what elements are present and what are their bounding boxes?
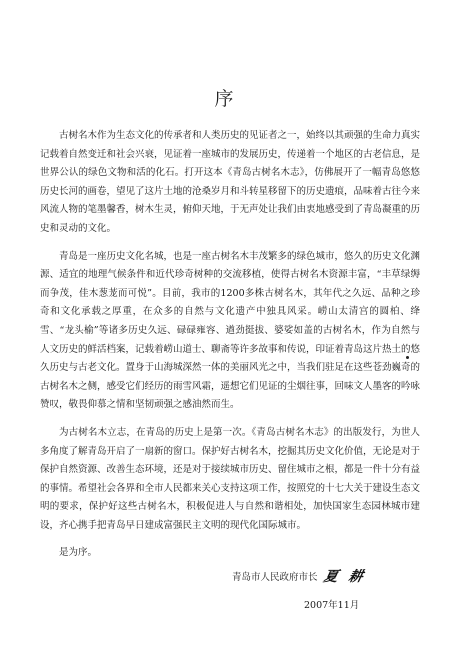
preface-paragraph-1: 古树名木作为生态文化的传承者和人类历史的见证者之一，始终以其顽强的生命力真实记载着自然变迁和社会兴衰，见证着一座城市的发展历史，传递着一个地区的古老信息，是世界公认的绿色文物和活的化石。打开这本《青岛古树名木志》，仿佛展开了一幅青岛悠悠历史长河的画卷，望见了这片土地的沧桑岁月和斗转星移留下的历史遗痕，品味着古往今来风流人物的笔墨馨香，树木生灵，俯仰天地，于无声处让我们由衷地感受到了青岛凝重的历史和灵动的文化。 (40, 130, 421, 234)
ink-dot-mark (406, 356, 409, 359)
preface-paragraph-3: 为古树名木立志，在青岛的历史上是第一次。《青岛古树名木志》的出版发行，为世人多角度了解青岛开启了一扇新的窗口。保护好古树名木，挖掘其历史文化价值，无论是对于保护自然资源、改善生态环境，还是对于接续城市历史、留住城市之根，都是一件十分有益的事情。希望社会各界和全市人民都来关心支持这项工作，按照党的十七大关于建设生态文明的要求，保护好这些古树名木，积极促进人与自然和谐相处，加快国家生态园林城市建设，齐心携手把青岛早日建成富强民主文明的现代化国际城市。 (40, 426, 421, 531)
signature-line (232, 566, 365, 586)
signatory-title: 青岛市人民政府市长 (232, 572, 318, 583)
preface-body (40, 127, 420, 572)
preface-date: 2007年11月 (304, 600, 360, 611)
preface-closing: 是为序。 (59, 547, 98, 559)
handwritten-signature: 夏 耕 (321, 569, 367, 585)
page-title: 序 (214, 88, 236, 110)
preface-paragraph-2: 青岛是一座历史文化名城，也是一座古树名木丰茂繁多的绿色城市，悠久的历史文化渊源、适宜的地理气候条件和近代珍奇树种的交流移植，使得古树名木资源丰富，“丰草绿缛而争茂，佳木葱茏而可悦”。目前，我市的1200多株古树名木，其年代之久远、品种之珍奇和文化承载之厚重，在众多的自然与文化遗产中独具风采。崂山太清宫的圆柏、绛雪、“龙头榆”等诸多历史久远、碌碌雍容、遒劲挺拔、婆娑如盖的古树名木，作为自然与人文历史的鲜活档案，记载着崂山道士、聊斋等许多故事和传说，印证着青岛这片热土的悠久历史与古老文化。置身于山海城深然一体的美丽风光之中，当我们驻足在这些苍劲巍奇的古树名木之侧，感受它们经历的雨雪风霜，遥想它们见证的尘烟往事，回味文人墨客的吟咏赞叹，敬畏仰慕之情和坚韧顽强之感油然而生。 (40, 250, 421, 411)
